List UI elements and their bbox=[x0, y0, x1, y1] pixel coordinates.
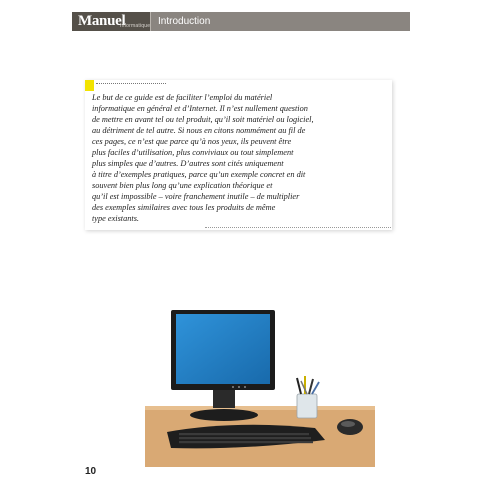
note-line: informatique en général et d’Internet. Il n’est nullement question bbox=[92, 104, 308, 113]
logo-subtext: Informatique bbox=[120, 23, 151, 29]
note-line: de mettre en avant tel ou tel produit, qu’il soit matériel ou logiciel, bbox=[92, 115, 314, 124]
manual-logo bbox=[72, 12, 150, 31]
note-top-rule bbox=[96, 83, 166, 84]
note-line: plus simples que d’autres. D’autres sont cités uniquement bbox=[92, 159, 284, 168]
note-line: qu’il est impossible – voire franchement inutile – de multiplier bbox=[92, 192, 300, 201]
note-line: souvent bien plus long qu’une explication théorique et bbox=[92, 181, 273, 190]
note-box bbox=[85, 80, 392, 230]
note-line: plus faciles d’utilisation, plus conviviaux ou tout simplement bbox=[92, 148, 294, 157]
note-bottom-rule bbox=[205, 227, 391, 228]
note-line: Le but de ce guide est de faciliter l’emploi du matériel bbox=[92, 93, 273, 102]
page-number: 10 bbox=[85, 466, 97, 477]
desktop-computer-photo bbox=[145, 302, 375, 467]
note-line: ces pages, ce n’est que parce qu’à nos yeux, ils peuvent être bbox=[92, 137, 292, 146]
pencil-cup bbox=[297, 394, 317, 418]
note-text bbox=[92, 92, 388, 224]
monitor-base bbox=[190, 409, 258, 421]
note-marker bbox=[85, 80, 94, 91]
note-line: des exemples similaires avec tous les produits de même bbox=[92, 203, 276, 212]
section-title: Introduction bbox=[158, 16, 211, 27]
note-line: au détriment de tel autre. Si nous en citons nommément au fil de bbox=[92, 126, 306, 135]
note-line: à titre d’exemples pratiques, parce qu’un exemple concret en dit bbox=[92, 170, 306, 179]
header-bar bbox=[72, 12, 410, 31]
note-line: type existants. bbox=[92, 214, 140, 223]
monitor-neck bbox=[213, 390, 235, 408]
header-divider bbox=[150, 12, 151, 31]
logo-text: Manuel bbox=[78, 13, 126, 29]
